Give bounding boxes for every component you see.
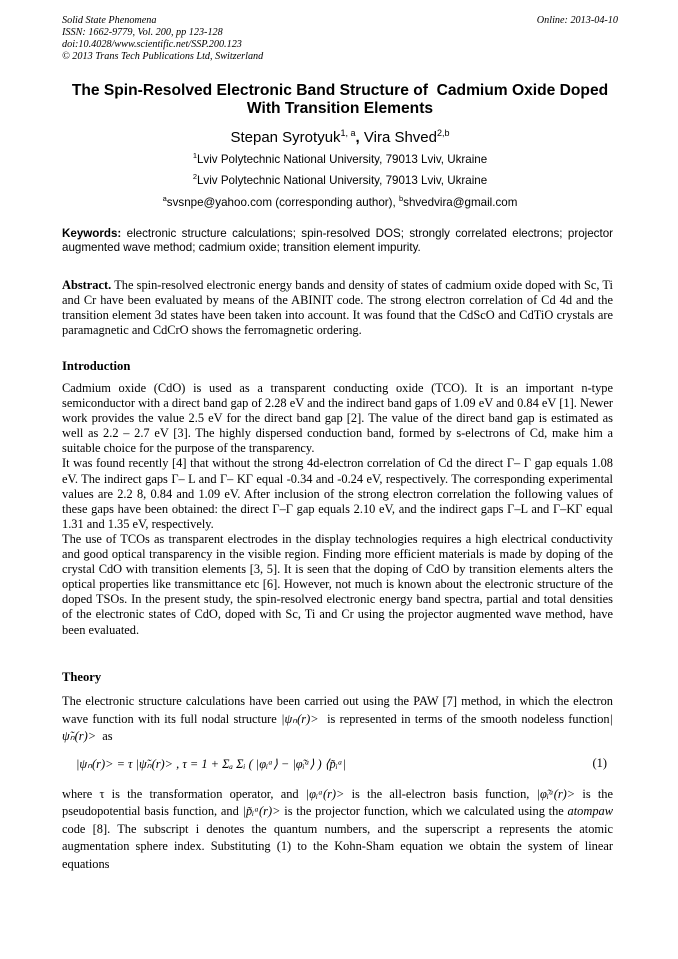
affiliation-marker: 2 (192, 172, 197, 181)
code-name: atompaw (567, 804, 613, 819)
text-run: is the pseudopotential basis function, and (62, 787, 613, 819)
affiliation-text: Lviv Polytechnic National University, 79013 Lviv, Ukraine (196, 152, 488, 166)
equation-formula: |ψₙ(r)> = τ |ψ̃ₙ(r)> , τ = 1 + Σₐ Σᵢ ( |φᵢᵃ⟩ − |φ̃ᵢᵃ⟩ ) ⟨p̃ᵢᵃ| (76, 757, 346, 771)
equation-number: (1) (592, 756, 607, 770)
author-superscript: 1, a (340, 128, 356, 138)
text-run: code [8]. The subscript i denotes the quantum numbers, and the superscript a represents the atomic augmentation sphere index. Substituting (1) to the Kohn-Sham equation we obtain the system of linear equations (62, 821, 613, 871)
introduction-body (62, 381, 613, 638)
issn: ISSN: 1662-9779, Vol. 200, pp 123-128 (62, 27, 223, 38)
email-b[interactable]: shvedvira@gmail.com (403, 195, 518, 209)
title-line-1: The Spin-Resolved Electronic Band Structure of Cadmium Oxide Doped (71, 82, 609, 99)
theory-paragraph-1 (62, 693, 613, 746)
text-run: is the all-electron basis function, (344, 787, 537, 801)
author-superscript: 2,b (437, 128, 450, 138)
phi-formula: |φᵢᵃ(r)> (305, 787, 345, 801)
email-a[interactable]: svsnpe@yahoo.com (corresponding author), (166, 195, 399, 209)
title-line-2: With Transition Elements (246, 100, 434, 117)
affiliation-2 (62, 170, 618, 188)
affiliation-marker: 1 (192, 151, 197, 160)
abstract-text: The spin-resolved electronic energy bands and density of states of cadmium oxide doped with Sc, Ti and Cr have been evaluated by means of the ABINIT code. The strong electron correlation of Cd 4d and the transition element 3d states have been taken into account. It was found that the CdScO and CdTiO crystals are paramagnetic and CdCrO shows the ferromagnetic ordering. (62, 278, 613, 338)
affiliation-1 (62, 149, 618, 167)
author-name: Stepan Syrotyuk (230, 129, 341, 146)
text-run: where τ is the transformation operator, and (62, 787, 306, 801)
text-run: as (96, 729, 113, 743)
email-marker: a (162, 194, 167, 203)
section-heading-introduction: Introduction (62, 359, 131, 373)
text-run: is represented in terms of the smooth nodeless function (318, 711, 610, 726)
doi: doi:10.4028/www.scientific.net/SSP.200.123 (62, 39, 242, 50)
equation-1 (62, 748, 613, 780)
journal-name: Solid State Phenomena (62, 15, 157, 26)
author-name: Vira Shved (363, 129, 437, 146)
text-run: The electronic structure calculations have been carried out using the PAW [7] method, in which the electron wave function with its full nodal structure (62, 694, 613, 726)
author-separator: , (355, 129, 364, 146)
text-run: is the projector function, which we calculated using the (280, 804, 568, 819)
keywords-text: electronic structure calculations; spin-resolved DOS; strongly correlated electrons; projector augmented wave method; cadmium oxide; transition element impurity. (62, 227, 613, 255)
paper-title (62, 82, 618, 118)
abstract-label: Abstract. (62, 278, 112, 292)
paragraph: The use of TCOs as transparent electrodes in the display technologies requires a high electrical conductivity and good optical transparency in the visible region. Finding more efficient materials is made by doping of the crystal CdO with transition elements [3, 5]. It is seen that the doping of CdO by transition elements alters the optical properties like transmittance etc [6]. However, not much is known about the electronic structure of the doped TSOs. In the present study, the spin-resolved electronic energy band spectra, partial and total densities of the electronic states of CdO, doped with Sc, Ti and Cr using the projector augmented wave method, have been evaluated. (62, 531, 613, 637)
paragraph: It was found recently [4] that without the strong 4d-electron correlation of Cd the direct Γ– Γ gap equals 1.08 eV. The indirect gaps Γ– L and Γ– KΓ equal -0.34 and -0.24 eV, respectively. The corresponding experimental values are 2.2 8, 0.84 and 1.09 eV. After inclusion of the strong electron correlation the following values of these gaps have been obtained: the direct Γ–Γ gap equals 2.10 eV, and the indirect gaps Γ–L and Γ–KΓ equal 1.31 and 1.35 eV, respectively. (62, 456, 613, 531)
email-marker: b (398, 194, 404, 203)
author-emails (62, 192, 618, 210)
affiliation-text: Lviv Polytechnic National University, 79013 Lviv, Ukraine (196, 173, 488, 187)
psi-formula: |ψₙ(r)> (281, 711, 319, 726)
author-list (62, 124, 618, 147)
online-date: Online: 2013-04-10 (536, 15, 618, 26)
keywords (62, 227, 613, 255)
phi-tilde-formula: |φ̃ᵢᵃ(r)> (536, 787, 576, 801)
keywords-label: Keywords: (62, 227, 122, 240)
abstract (62, 278, 613, 338)
section-heading-theory: Theory (62, 670, 102, 684)
psi-tilde-formula: |ψ̃ₙ(r)> (62, 711, 614, 743)
projector-formula: |p̃ᵢᵃ(r)> (242, 804, 281, 819)
paragraph: Cadmium oxide (CdO) is used as a transparent conducting oxide (TCO). It is an important n-type semiconductor with a direct band gap of 2.28 eV and the indirect band gaps of 1.09 eV and 0.84 eV [1]. Newer work provides the value 2.5 eV for the direct band gap [2]. The value of the direct band gap is estimated as well as 2.2 – 2.7 eV [3]. The highly dispersed conduction band, formed by s-electrons of Cd, make him a suitable choice for the purpose of the transparency. (62, 381, 613, 456)
copyright: © 2013 Trans Tech Publications Ltd, Switzerland (62, 51, 264, 62)
theory-paragraph-2 (62, 786, 613, 873)
journal-header (62, 15, 618, 63)
